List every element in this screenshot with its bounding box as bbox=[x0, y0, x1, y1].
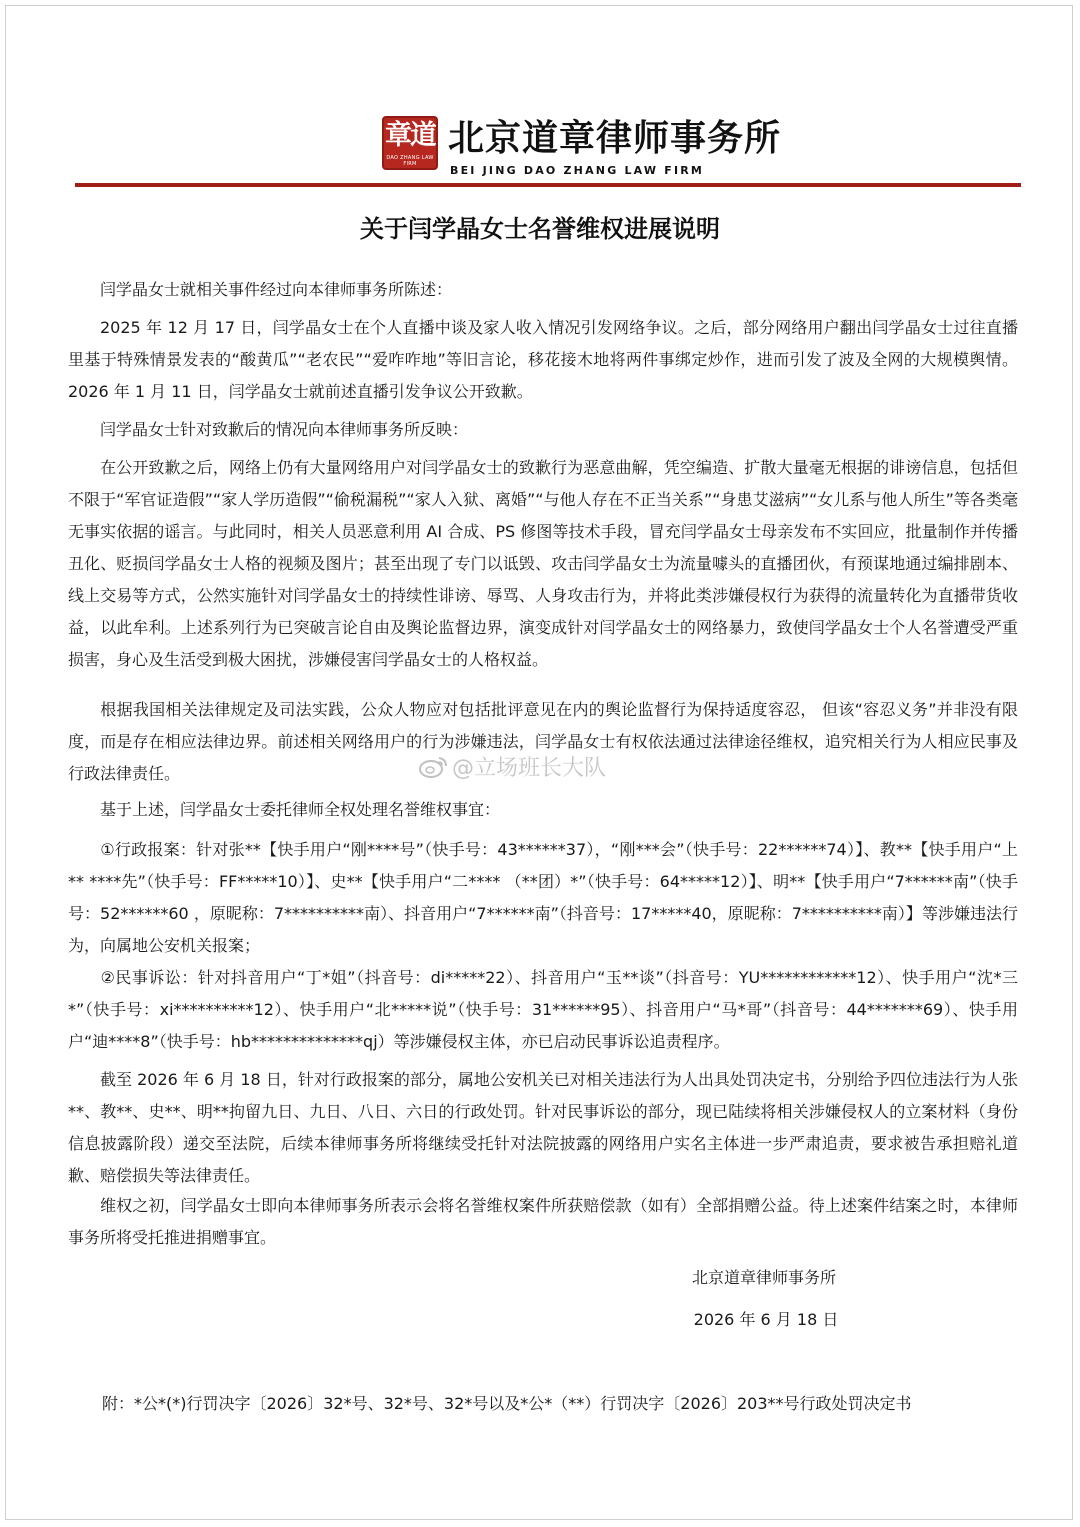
header-rule bbox=[75, 183, 1021, 187]
paragraph-report-intro: 闫学晶女士针对致歉后的情况向本律师事务所反映： bbox=[100, 420, 469, 439]
paragraph-delegation: 基于上述，闫学晶女士委托律师全权处理名誉维权事宜： bbox=[100, 800, 501, 819]
signature-date: 2026 年 6 月 18 日 bbox=[693, 1310, 839, 1329]
firm-name-chinese: 北京道章律师事务所 bbox=[448, 117, 782, 159]
attachment-note: 附：*公*(*)行罚决字〔2026〕32*号、32*号、32*号以及*公*（**）行罚决字〔2026〕203**号行政处罚决定书 bbox=[102, 1394, 912, 1413]
paragraph-administrative-report: ①行政报案：针对张**【快手用户“刚****号”（快手号：43******37），“刚***会”（快手号：22******74）】、教**【快手用户“上** ****先”（快手号：FF*****10）】、史**【快手用户“二**** （**团）*”（快手号：64*****12）】、明**【快手用户“7******南”（快手号：52******60 ，原昵称：7**********南）、抖音用户“7******南”（抖音号：17*****40，原昵称：7**********南）】等涉嫌违法行为，向属地公安机关报案； bbox=[68, 840, 1018, 955]
paragraph-background: 2025 年 12 月 17 日，闫学晶女士在个人直播中谈及家人收入情况引发网络争议。之后，部分网络用户翻出闫学晶女士过往直播里基于特殊情景发表的“酸黄瓜”“老农民”“爱咋咋地”等旧言论，移花接木地将两件事绑定炒作，进而引发了波及全网的大规模舆情。2026 年 1 月 11 日，闫学晶女士就前述直播引发争议公开致歉。 bbox=[68, 318, 1018, 401]
paragraph-progress: 截至 2026 年 6 月 18 日，针对行政报案的部分，属地公安机关已对相关违法行为人出具处罚决定书，分别给予四位违法行为人张**、教**、史**、明**拘留九日、九日、八日、六日的行政处罚。针对民事诉讼的部分，现已陆续将相关涉嫌侵权人的立案材料（身份信息披露阶段）递交至法院，后续本律师事务所将继续受托针对法院披露的网络用户实名主体进一步严肃追责，要求被告承担赔礼道歉、赔偿损失等法律责任。 bbox=[68, 1070, 1018, 1185]
firm-seal-logo: 章道 DAO ZHANG LAW FIRM bbox=[382, 116, 438, 170]
signature-firm: 北京道章律师事务所 bbox=[691, 1268, 836, 1287]
paragraph-defamation-details: 在公开致歉之后，网络上仍有大量网络用户对闫学晶女士的致歉行为恶意曲解，凭空编造、扩散大量毫无根据的诽谤信息，包括但不限于“军官证造假”“家人学历造假”“偷税漏税”“家人入狱、离婚”“与他人存在不正当关系”“身患艾滋病”“女儿系与他人所生”等各类毫无事实依据的谣言。与此同时，相关人员恶意利用 AI 合成、PS 修图等技术手段，冒充闫学晶女士母亲发布不实回应，批量制作并传播丑化、贬损闫学晶女士人格的视频及图片；甚至出现了专门以诋毁、攻击闫学晶女士为流量噱头的直播团伙，有预谋地通过编排剧本、线上交易等方式，公然实施针对闫学晶女士的持续性诽谤、辱骂、人身攻击行为，并将此类涉嫌侵权行为获得的流量转化为直播带货收益，以此牟利。上述系列行为已突破言论自由及舆论监督边界，演变成针对闫学晶女士的网络暴力，致使闫学晶女士个人名誉遭受严重损害，身心及生活受到极大困扰，涉嫌侵害闫学晶女士的人格权益。 bbox=[68, 458, 1018, 669]
letterhead bbox=[0, 108, 1080, 192]
document-title: 关于闫学晶女士名誉维权进展说明 bbox=[360, 215, 720, 243]
paragraph-donation: 维权之初，闫学晶女士即向本律师事务所表示会将名誉维权案件所获赔偿款（如有）全部捐赠公益。待上述案件结案之时，本律师事务所将受托推进捐赠事宜。 bbox=[68, 1196, 1018, 1247]
paragraph-legal-basis: 根据我国相关法律规定及司法实践，公众人物应对包括批评意见在内的舆论监督行为保持适度容忍， 但该“容忍义务”并非没有限度，而是存在相应法律边界。前述相关网络用户的行为涉嫌违法，闫学晶女士有权依法通过法律途径维权，追究相关行为人相应民事及行政法律责任。 bbox=[68, 700, 1018, 783]
paragraph-civil-litigation: ②民事诉讼：针对抖音用户“丁*姐”（抖音号：di*****22）、抖音用户“玉**谈”（抖音号：YU************12）、快手用户“沈*三*”（快手号：xi**********12）、快手用户“北*****说”（快手号：31******95）、抖音用户“马*哥”（抖音号：44*******69）、快手用户“迪****8”（快手号：hb**************qj）等涉嫌侵权主体，亦已启动民事诉讼追责程序。 bbox=[68, 968, 1018, 1051]
watermark: @立场班长大队 bbox=[418, 754, 606, 784]
firm-name-english: BEI JING DAO ZHANG LAW FIRM bbox=[450, 164, 705, 177]
paragraph-intro: 闫学晶女士就相关事件经过向本律师事务所陈述： bbox=[100, 280, 453, 299]
